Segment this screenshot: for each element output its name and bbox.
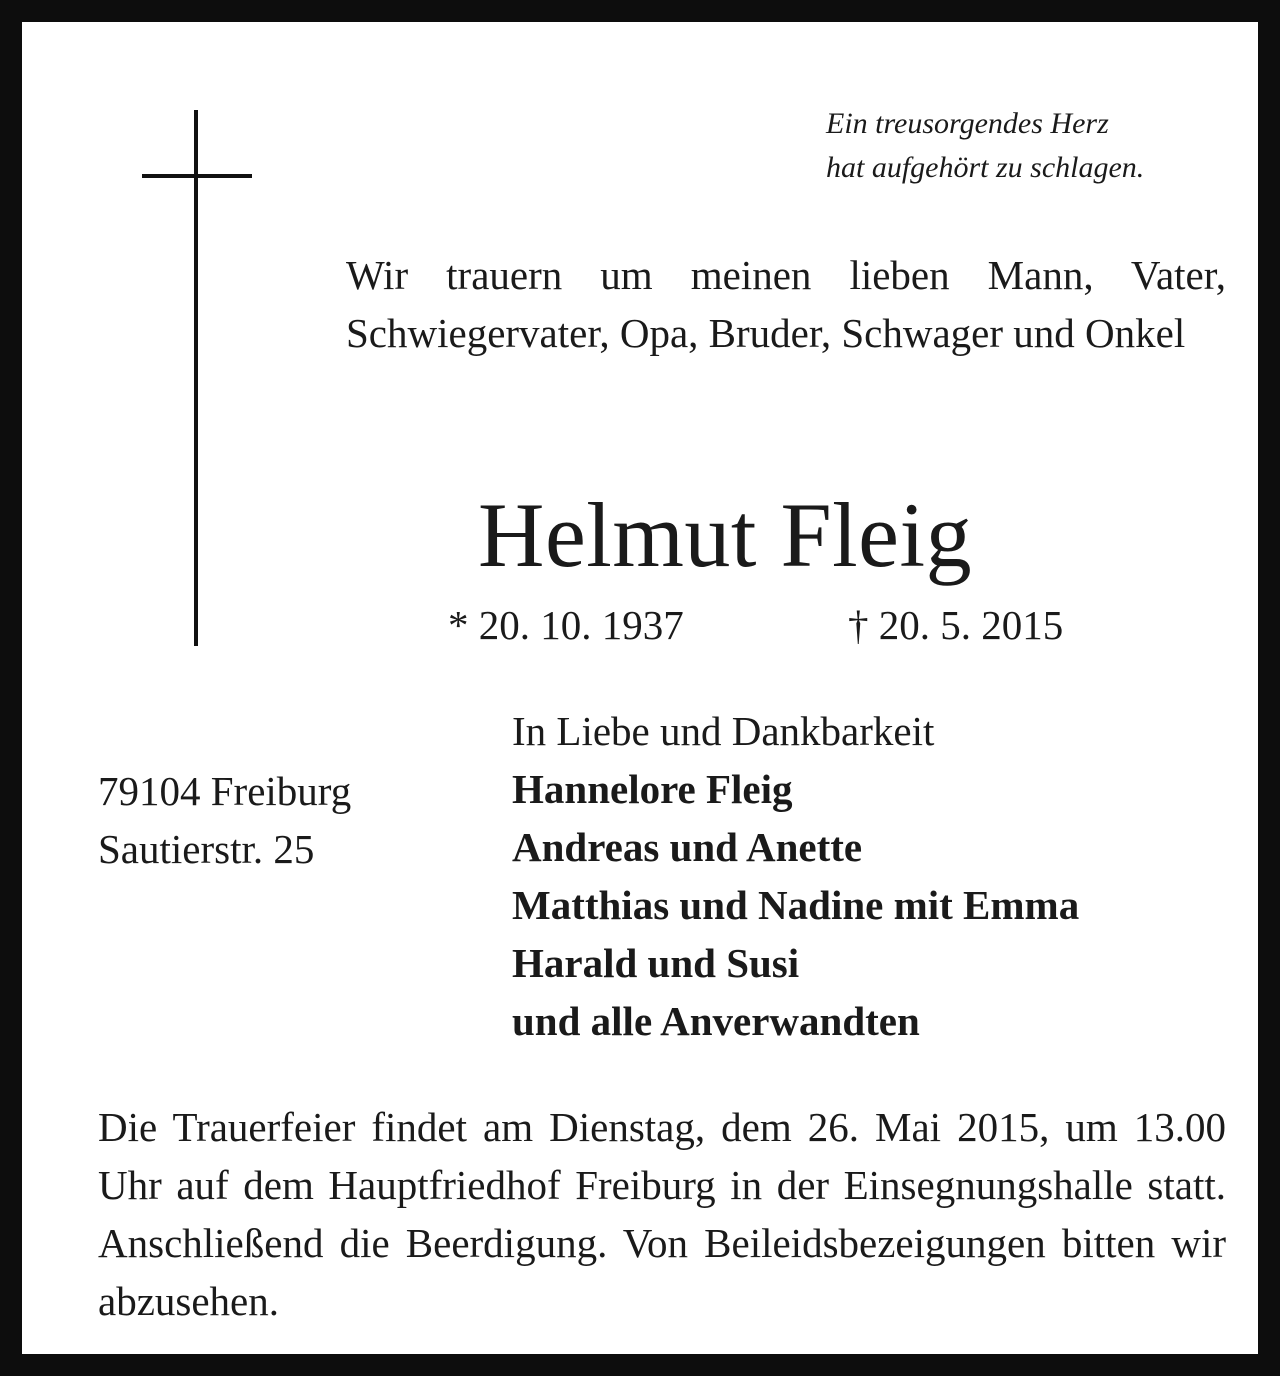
mourner-name: Matthias und Nadine mit Emma <box>512 882 1080 928</box>
motto-line: hat aufgehört zu schlagen. <box>826 151 1145 184</box>
address-block <box>98 762 351 878</box>
cross-icon-bar <box>142 174 252 178</box>
mourner-name: und alle Anverwandten <box>512 998 920 1044</box>
deceased-name: Helmut Fleig <box>478 484 973 586</box>
motto-line: Ein treusorgendes Herz <box>826 107 1109 140</box>
intro-text: Wir trauern um meinen lieben Mann, Vater, Schwiegervater, Opa, Bruder, Schwager und Onkel <box>346 252 1226 356</box>
funeral-notice: Die Trauerfeier findet am Dienstag, dem 26. Mai 2015, um 13.00 Uhr auf dem Hauptfriedhof Freiburg in der Einsegnungshalle statt. Anschließend die Beerdigung. Von Beileidsbezeigungen bitten wir abzusehen. <box>98 1104 1226 1324</box>
mourner-name: Harald und Susi <box>512 940 800 986</box>
death-date: † 20. 5. 2015 <box>848 602 1064 648</box>
mourner-name: Andreas und Anette <box>512 824 863 870</box>
motto <box>826 102 1246 190</box>
address-street: Sautierstr. 25 <box>98 826 315 872</box>
birth-date: * 20. 10. 1937 <box>448 602 684 648</box>
cross-icon <box>194 110 198 646</box>
mourners-heading: In Liebe und Dankbarkeit <box>512 708 935 754</box>
address-city: 79104 Freiburg <box>98 768 352 814</box>
mourners-block <box>512 702 1079 1050</box>
mourner-name: Hannelore Fleig <box>512 766 793 812</box>
